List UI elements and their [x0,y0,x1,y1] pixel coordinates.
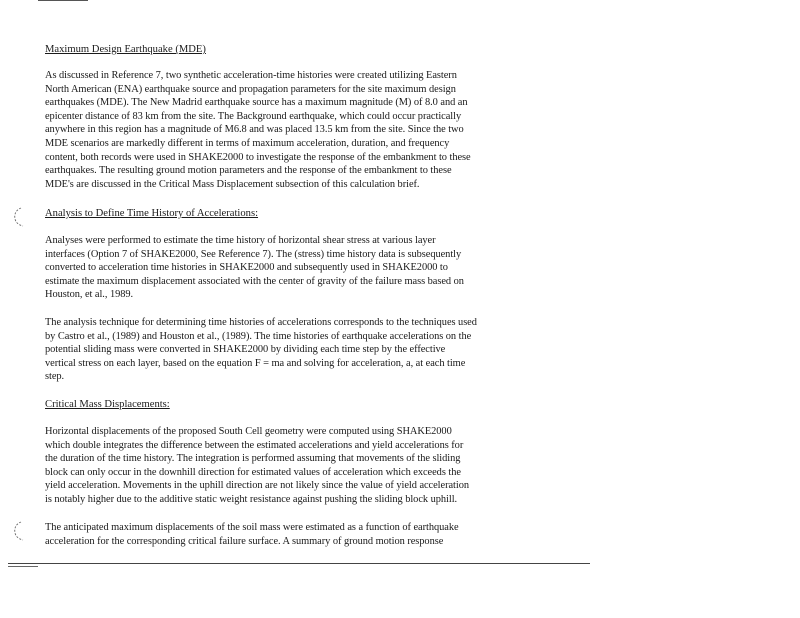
analysis-paragraph-2 [45,316,565,384]
text-line: converted to acceleration time histories in SHAKE2000 and subsequently used in SHAKE2000 to [45,262,448,274]
text-line: the duration of the time history. The integration is performed assuming that movements of the sliding [45,453,461,465]
analysis-heading [45,207,258,220]
text-line: is notably higher due to the additive static weight resistance against pushing the sliding block uphill. [45,493,458,505]
analysis-paragraph-1 [45,234,565,302]
text-line: vertical stress on each layer, based on the equation F = ma and solving for acceleration, a, at each time [45,357,466,369]
analysis-heading-part2: History of Accelerations: [151,208,259,219]
bottom-edge-rule [8,563,590,564]
text-line: MDE's are discussed in the Critical Mass Displacement subsection of this calculation brief. [45,178,420,190]
text-line: MDE scenarios are markedly different in terms of maximum acceleration, duration, and frequency [45,137,450,149]
text-line: yield acceleration. Movements in the uphill direction are not likely since the value of yield acceleration [45,480,470,492]
text-line: acceleration for the corresponding critical failure surface. A summary of ground motion response [45,535,444,547]
punch-hole-mark [12,206,26,228]
critical-paragraph-1 [45,425,565,507]
text-line: step. [45,371,65,383]
text-line: Analyses were performed to estimate the time history of horizontal shear stress at various layer [45,235,436,246]
text-line: Houston, et al., 1989. [45,289,134,301]
text-line: estimate the maximum displacement associated with the center of gravity of the failure mass based on [45,275,464,287]
top-edge-rule [38,0,88,1]
critical-heading: Critical Mass Displacements: [45,399,170,410]
text-line: As discussed in Reference 7, two synthetic acceleration-time histories were created utilizing Eastern [45,70,457,81]
text-line: The analysis technique for determining time histories of accelerations corresponds to the techniques used [45,317,477,328]
text-line: North American (ENA) earthquake source and propagation parameters for the site maximum design [45,83,456,95]
punch-hole-mark [12,520,26,542]
text-line: block can only occur in the downhill direction for estimated values of acceleration which exceeds the [45,466,461,478]
text-line: The anticipated maximum displacements of the soil mass were estimated as a function of earthquake [45,522,459,533]
text-line: potential sliding mass were converted in SHAKE2000 by dividing each time step by the effective [45,344,446,356]
text-line: which double integrates the difference between the estimated accelerations and yield accelerations for [45,439,464,451]
mde-heading: Maximum Design Earthquake (MDE) [45,44,206,55]
critical-paragraph-2 [45,521,565,548]
text-line: earthquakes. The resulting ground motion parameters and the response of the embankment to these [45,165,452,177]
text-line: anywhere in this region has a magnitude of M6.8 and was placed 13.5 km from the site. Since the two [45,124,464,136]
mde-paragraph [45,69,565,191]
text-line: by Castro et al., (1989) and Houston et al., (1989). The time histories of earthquake accelerations on the [45,330,472,342]
text-line: interfaces (Option 7 of SHAKE2000, See Reference 7). The (stress) time history data is subsequently [45,248,462,260]
text-line: Horizontal displacements of the proposed South Cell geometry were computed using SHAKE2000 [45,426,452,437]
text-line: earthquakes (MDE). The New Madrid earthquake source has a maximum magnitude (M) of 8.0 and an [45,97,468,109]
analysis-heading-part1: Analysis to Define Time [45,208,152,219]
text-line: content, both records were used in SHAKE2000 to investigate the response of the embankment to these [45,151,471,163]
text-line: epicenter distance of 83 km from the site. The Background earthquake, which could occur practically [45,110,462,122]
bottom-edge-rule-short [8,566,38,567]
